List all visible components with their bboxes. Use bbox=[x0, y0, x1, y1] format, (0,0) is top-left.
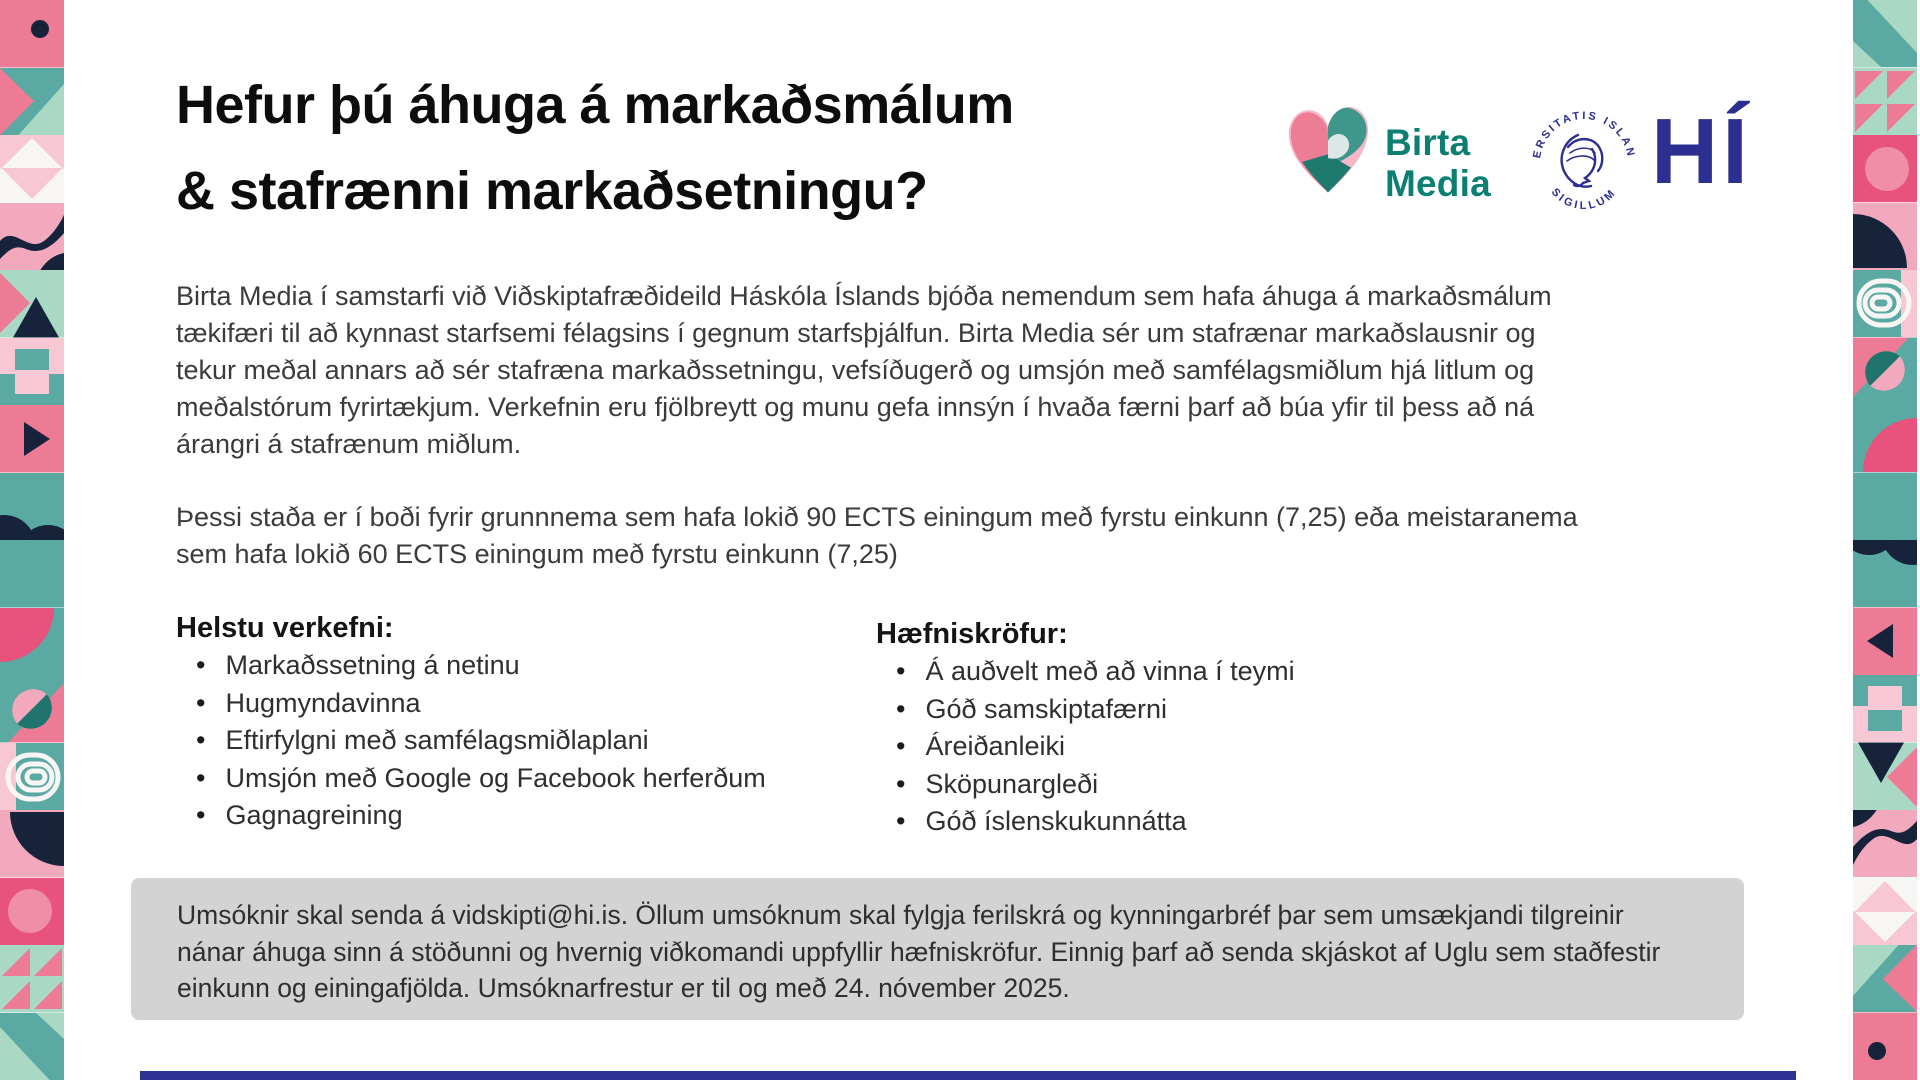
bullet-icon: • bbox=[896, 656, 906, 686]
intro-line: Birta Media í samstarfi við Viðskiptafræðideild Háskóla Íslands bjóða nemendum sem hafa áhuga á markaðsmálum bbox=[176, 281, 1552, 311]
task-item: • Gagnagreining bbox=[196, 800, 403, 830]
hi-wordmark: HÍ bbox=[1651, 99, 1752, 203]
decorative-tile bbox=[1853, 473, 1917, 541]
svg-text:SIGILLUM bbox=[1549, 186, 1619, 212]
decorative-tile bbox=[0, 405, 64, 473]
decorative-tile bbox=[0, 675, 64, 743]
decorative-tile bbox=[0, 0, 64, 68]
decorative-tile bbox=[1853, 810, 1917, 878]
bullet-icon: • bbox=[196, 687, 206, 718]
seal-athena-head bbox=[1562, 135, 1603, 187]
decorative-tile bbox=[1853, 338, 1917, 406]
decorative-tile bbox=[1853, 203, 1917, 271]
decorative-tile bbox=[0, 540, 64, 608]
decorative-tile bbox=[0, 270, 64, 338]
task-item: • Eftirfylgni með samfélagsmiðlaplani bbox=[196, 725, 649, 755]
decorative-tile bbox=[1853, 878, 1917, 946]
requirements-list bbox=[896, 656, 1295, 844]
decorative-tile bbox=[1853, 945, 1917, 1013]
decorative-tile bbox=[1853, 1013, 1917, 1080]
university-seal-icon bbox=[1525, 104, 1643, 222]
decorative-tile bbox=[0, 878, 64, 946]
decorative-tile bbox=[1853, 68, 1917, 136]
requirement-item: • Góð samskiptafærni bbox=[896, 693, 1168, 724]
title-line-2: & stafrænni markaðsetningu? bbox=[176, 161, 928, 221]
birta-media-heart-icon bbox=[1285, 98, 1371, 200]
requirements-heading: Hæfniskröfur: bbox=[876, 618, 1068, 650]
intro-paragraph bbox=[176, 278, 1552, 463]
task-item: • Umsjón með Google og Facebook herferðum bbox=[196, 762, 766, 793]
decorative-tile bbox=[0, 1013, 64, 1080]
decorative-tile bbox=[1853, 135, 1917, 203]
requirement-item: • Sköpunargleði bbox=[896, 768, 1099, 799]
bullet-icon: • bbox=[196, 650, 206, 680]
decorative-tile bbox=[0, 338, 64, 406]
decorative-tile bbox=[0, 608, 64, 676]
tasks-list bbox=[196, 650, 766, 838]
seal-text-bottom: SIGILLUM bbox=[1548, 186, 1620, 213]
application-line: nánar áhuga sinn á stöðunni og hvernig viðkomandi uppfyllir hæfniskröfur. Einnig þarf að senda skjáskot af Uglu sem staðfestir bbox=[177, 936, 1661, 967]
decorative-border-left bbox=[0, 0, 64, 1080]
decorative-tile bbox=[1853, 675, 1917, 743]
intro-line: tækifæri til að kynnast starfsemi félagsins í gegnum starfsþjálfun. Birta Media sér um stafrænar markaðslausnir og bbox=[176, 318, 1536, 348]
decorative-tile bbox=[1853, 743, 1917, 811]
bullet-icon: • bbox=[196, 725, 206, 755]
decorative-tile bbox=[1853, 405, 1917, 473]
application-line: Umsóknir skal senda á vidskipti@hi.is. Öllum umsóknum skal fylgja ferilskrá og kynningarbréf þar sem umsækjandi tilgreinir bbox=[177, 900, 1624, 930]
task-item: • Hugmyndavinna bbox=[196, 687, 421, 718]
task-item: • Markaðssetning á netinu bbox=[196, 650, 520, 680]
eligibility-line: sem hafa lokið 60 ECTS einingum með fyrstu einkunn (7,25) bbox=[176, 539, 898, 569]
decorative-tile bbox=[1853, 540, 1917, 608]
decorative-tile bbox=[0, 473, 64, 541]
bullet-icon: • bbox=[196, 762, 206, 793]
application-info-box bbox=[131, 878, 1744, 1020]
decorative-tile bbox=[0, 810, 64, 878]
bullet-icon: • bbox=[196, 800, 206, 830]
requirement-item: • Áreiðanleiki bbox=[896, 731, 1066, 761]
birta-media-wordmark bbox=[1385, 122, 1491, 204]
intro-line: árangri á stafrænum miðlum. bbox=[176, 429, 522, 459]
eligibility-line: Þessi staða er í boði fyrir grunnnema sem hafa lokið 90 ECTS einingum með fyrstu einkunn (7,25) eða meistaranema bbox=[176, 502, 1578, 532]
bullet-icon: • bbox=[896, 731, 906, 761]
decorative-tile bbox=[0, 743, 64, 811]
application-line: einkunn og einingafjölda. Umsóknarfrestur er til og með 24. nóvember 2025. bbox=[177, 973, 1070, 1003]
birta-wordmark-line2: Media bbox=[1385, 163, 1491, 204]
requirement-item: • Á auðvelt með að vinna í teymi bbox=[896, 656, 1295, 686]
bullet-icon: • bbox=[896, 806, 906, 836]
intro-line: meðalstórum fyrirtækjum. Verkefnin eru fjölbreytt og munu gefa innsýn í hvaða færni þarf að búa yfir til þess að ná bbox=[176, 392, 1535, 422]
bullet-icon: • bbox=[896, 693, 906, 724]
eligibility-paragraph bbox=[176, 499, 1578, 573]
seal-text-top: UNIVERSITATIS ISLANDIAE bbox=[1531, 109, 1637, 166]
decorative-tile bbox=[0, 203, 64, 271]
decorative-tile bbox=[0, 945, 64, 1013]
title-line-1: Hefur þú áhuga á markaðsmálum bbox=[176, 75, 1014, 135]
intro-line: tekur meðal annars að sér stafræna markaðssetningu, vefsíðugerð og umsjón með samfélagsmiðlum hjá litlum og bbox=[176, 355, 1535, 385]
page-title bbox=[176, 62, 1014, 234]
decorative-border-right bbox=[1853, 0, 1917, 1080]
decorative-tile bbox=[1853, 608, 1917, 676]
bullet-icon: • bbox=[896, 768, 906, 799]
decorative-tile bbox=[1853, 270, 1917, 338]
bottom-accent-bar bbox=[140, 1071, 1796, 1080]
birta-wordmark-line1: Birta bbox=[1385, 122, 1471, 163]
decorative-tile bbox=[1853, 0, 1917, 68]
decorative-tile bbox=[0, 68, 64, 136]
decorative-tile bbox=[0, 135, 64, 203]
requirement-item: • Góð íslenskukunnátta bbox=[896, 806, 1187, 836]
tasks-heading: Helstu verkefni: bbox=[176, 612, 394, 644]
